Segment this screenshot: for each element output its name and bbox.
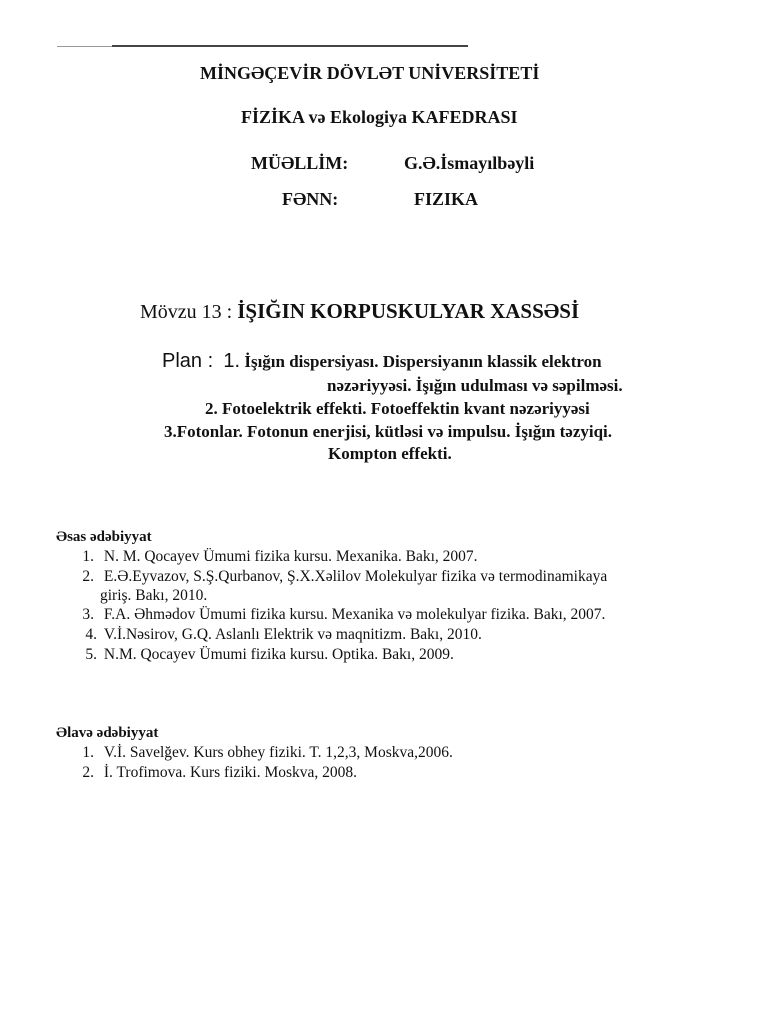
main-literature-item-continued: giriş. Bakı, 2010. [100,587,208,604]
header-rule [112,45,468,47]
plan-label: Plan : [162,350,214,372]
list-number: 4. [85,626,97,643]
topic-name: İŞIĞIN KORPUSKULYAR XASSƏSİ [237,299,580,323]
main-literature-item [78,568,607,586]
list-number: 5. [85,646,97,663]
list-number: 3. [82,606,94,623]
department-name: FİZİKA və Ekologiya KAFEDRASI [241,107,518,127]
plan-item-1-text: İşığın dispersiyası. Dispersiyanın klassik elektron [244,352,602,371]
list-item-text: N.M. Qocayev Ümumi fizika kursu. Optika. Bakı, 2009. [103,646,454,663]
topic-prefix: Mövzu 13 : [140,301,233,323]
main-literature-heading: Əsas ədəbiyyat [56,529,152,545]
list-item-text: N. M. Qocayev Ümumi fizika kursu. Mexanika. Bakı, 2007. [103,548,478,565]
plan-item-1-number: 1. [223,350,241,372]
plan-item-1-continued: nəzəriyyəsi. İşığın udulması və səpilməsi. [327,376,623,395]
main-literature-item [78,606,605,624]
list-item-text: V.İ.Nəsirov, G.Q. Aslanlı Elektrik və maqnitizm. Bakı, 2010. [103,626,482,643]
main-literature-item [81,626,482,644]
list-item-text: E.Ə.Eyvazov, S.Ş.Qurbanov, Ş.X.Xəlilov Molekulyar fizika və termodinamikaya [103,568,608,585]
main-literature-item [81,646,454,664]
list-item-text: İ. Trofimova. Kurs fiziki. Moskva, 2008. [103,764,358,781]
header-rule-thin [57,46,115,47]
plan-item-1 [162,350,602,373]
main-literature-item [78,548,478,566]
extra-literature-item [78,764,357,782]
subject-label: FƏNN: [282,189,339,209]
list-number: 1. [82,744,94,761]
list-item-text: V.İ. Savelğev. Kurs obhey fiziki. T. 1,2,3, Moskva,2006. [103,744,453,761]
topic-title [140,299,579,324]
list-number: 1. [82,548,94,565]
teacher-name: G.Ə.İsmayılbəyli [404,153,535,173]
list-item-text: F.A. Əhmədov Ümumi fizika kursu. Mexanika və molekulyar fizika. Bakı, 2007. [103,606,606,623]
teacher-label: MÜƏLLİM: [251,153,349,173]
plan-item-3-continued: Kompton effekti. [328,444,452,463]
list-number: 2. [82,764,94,781]
extra-literature-item [78,744,453,762]
plan-item-2: 2. Fotoelektrik effekti. Fotoeffektin kvant nəzəriyyəsi [205,399,590,418]
university-name: MİNGƏÇEVİR DÖVLƏT UNİVERSİTETİ [200,63,540,83]
extra-literature-heading: Əlavə ədəbiyyat [56,725,159,741]
list-number: 2. [82,568,94,585]
plan-item-3: 3.Fotonlar. Fotonun enerjisi, kütləsi və impulsu. İşığın təzyiqi. [164,422,613,441]
subject-name: FIZIKA [414,189,479,209]
